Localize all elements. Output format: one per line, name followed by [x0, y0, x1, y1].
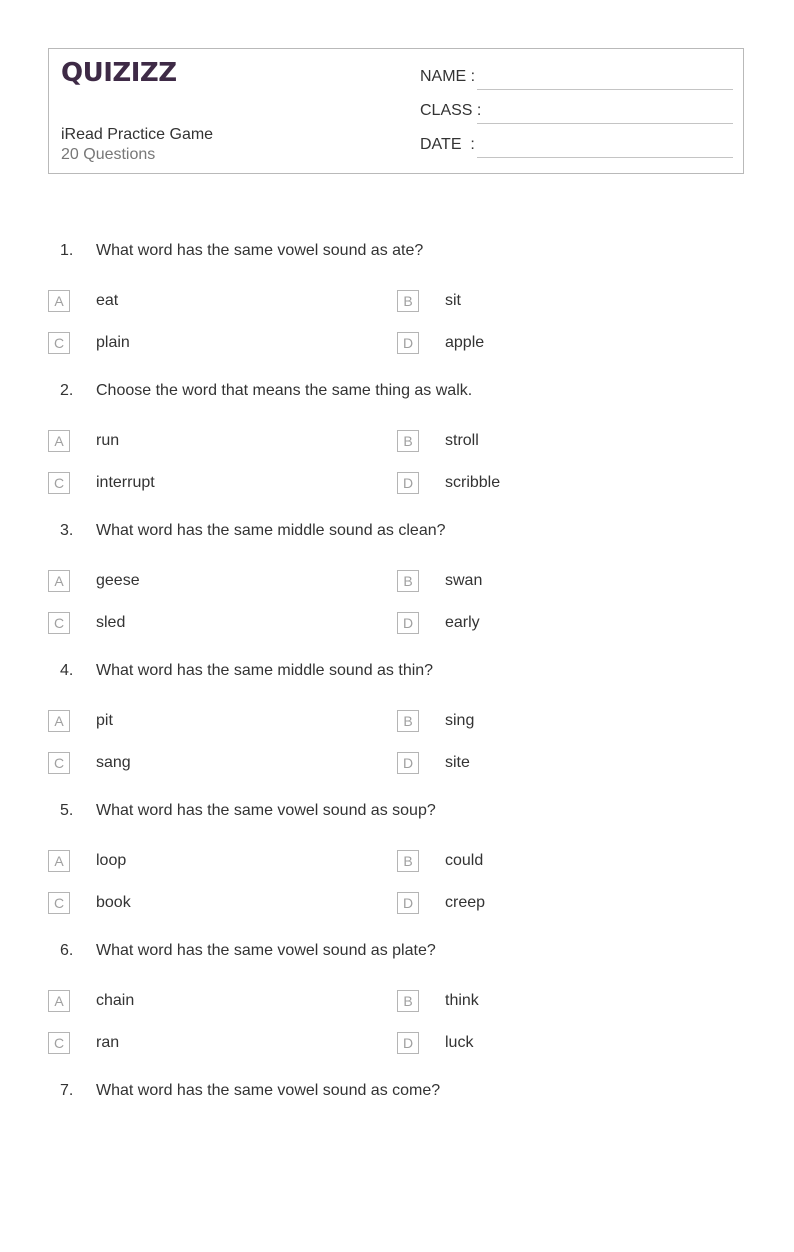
option-b-checkbox[interactable]: B [397, 710, 419, 732]
option-a-checkbox[interactable]: A [48, 570, 70, 592]
option-a-text: loop [96, 852, 127, 869]
question-number: 7. [60, 1082, 74, 1099]
option-b-text: swan [445, 572, 483, 589]
option-d-checkbox[interactable]: D [397, 892, 419, 914]
option-a-text: pit [96, 712, 113, 729]
date-line[interactable] [477, 157, 733, 158]
question-count: 20 Questions [61, 146, 156, 163]
option-d-text: scribble [445, 474, 501, 491]
question-text: What word has the same middle sound as clean? [96, 522, 446, 539]
option-b-checkbox[interactable]: B [397, 290, 419, 312]
option-b-text: sit [445, 292, 461, 309]
option-c-checkbox[interactable]: C [48, 612, 70, 634]
option-d-checkbox[interactable]: D [397, 752, 419, 774]
option-c-text: sang [96, 754, 131, 771]
option-c-text: ran [96, 1034, 120, 1051]
option-c-checkbox[interactable]: C [48, 892, 70, 914]
option-c-text: book [96, 894, 131, 911]
name-line[interactable] [477, 89, 733, 90]
class-label: CLASS : [420, 102, 482, 119]
option-c-text: plain [96, 334, 130, 351]
option-b-checkbox[interactable]: B [397, 990, 419, 1012]
option-c-checkbox[interactable]: C [48, 752, 70, 774]
question-number: 3. [60, 522, 74, 539]
quizizz-logo: QUIZIZZ [61, 58, 177, 88]
option-d-checkbox[interactable]: D [397, 1032, 419, 1054]
class-line[interactable] [477, 123, 733, 124]
date-label: DATE : [420, 136, 475, 153]
option-d-checkbox[interactable]: D [397, 472, 419, 494]
question-number: 5. [60, 802, 74, 819]
option-d-text: luck [445, 1034, 474, 1051]
option-b-text: sing [445, 712, 475, 729]
option-a-checkbox[interactable]: A [48, 850, 70, 872]
option-a-text: eat [96, 292, 119, 309]
option-a-text: geese [96, 572, 140, 589]
option-b-checkbox[interactable]: B [397, 570, 419, 592]
option-a-checkbox[interactable]: A [48, 430, 70, 452]
option-d-text: early [445, 614, 480, 631]
question-number: 4. [60, 662, 74, 679]
option-a-checkbox[interactable]: A [48, 290, 70, 312]
worksheet-title: iRead Practice Game [61, 126, 214, 143]
option-c-text: sled [96, 614, 126, 631]
question-number: 2. [60, 382, 74, 399]
option-a-text: chain [96, 992, 135, 1009]
question-text: What word has the same vowel sound as plate? [96, 942, 436, 959]
option-a-checkbox[interactable]: A [48, 990, 70, 1012]
option-b-text: stroll [445, 432, 479, 449]
option-a-checkbox[interactable]: A [48, 710, 70, 732]
question-text: What word has the same vowel sound as soup? [96, 802, 436, 819]
option-d-text: site [445, 754, 470, 771]
option-c-checkbox[interactable]: C [48, 332, 70, 354]
option-d-checkbox[interactable]: D [397, 332, 419, 354]
question-text: Choose the word that means the same thing as walk. [96, 382, 473, 399]
option-b-text: think [445, 992, 479, 1009]
name-label: NAME : [420, 68, 476, 85]
option-b-text: could [445, 852, 484, 869]
option-a-text: run [96, 432, 120, 449]
option-b-checkbox[interactable]: B [397, 850, 419, 872]
option-c-checkbox[interactable]: C [48, 472, 70, 494]
option-c-checkbox[interactable]: C [48, 1032, 70, 1054]
option-d-text: apple [445, 334, 485, 351]
question-text: What word has the same vowel sound as come? [96, 1082, 441, 1099]
option-b-checkbox[interactable]: B [397, 430, 419, 452]
option-d-text: creep [445, 894, 486, 911]
question-number: 6. [60, 942, 74, 959]
worksheet-header [48, 48, 744, 174]
question-text: What word has the same vowel sound as ate? [96, 242, 424, 259]
option-c-text: interrupt [96, 474, 155, 491]
option-d-checkbox[interactable]: D [397, 612, 419, 634]
question-7 [0, 1082, 794, 1252]
question-text: What word has the same middle sound as thin? [96, 662, 434, 679]
question-number: 1. [60, 242, 74, 259]
